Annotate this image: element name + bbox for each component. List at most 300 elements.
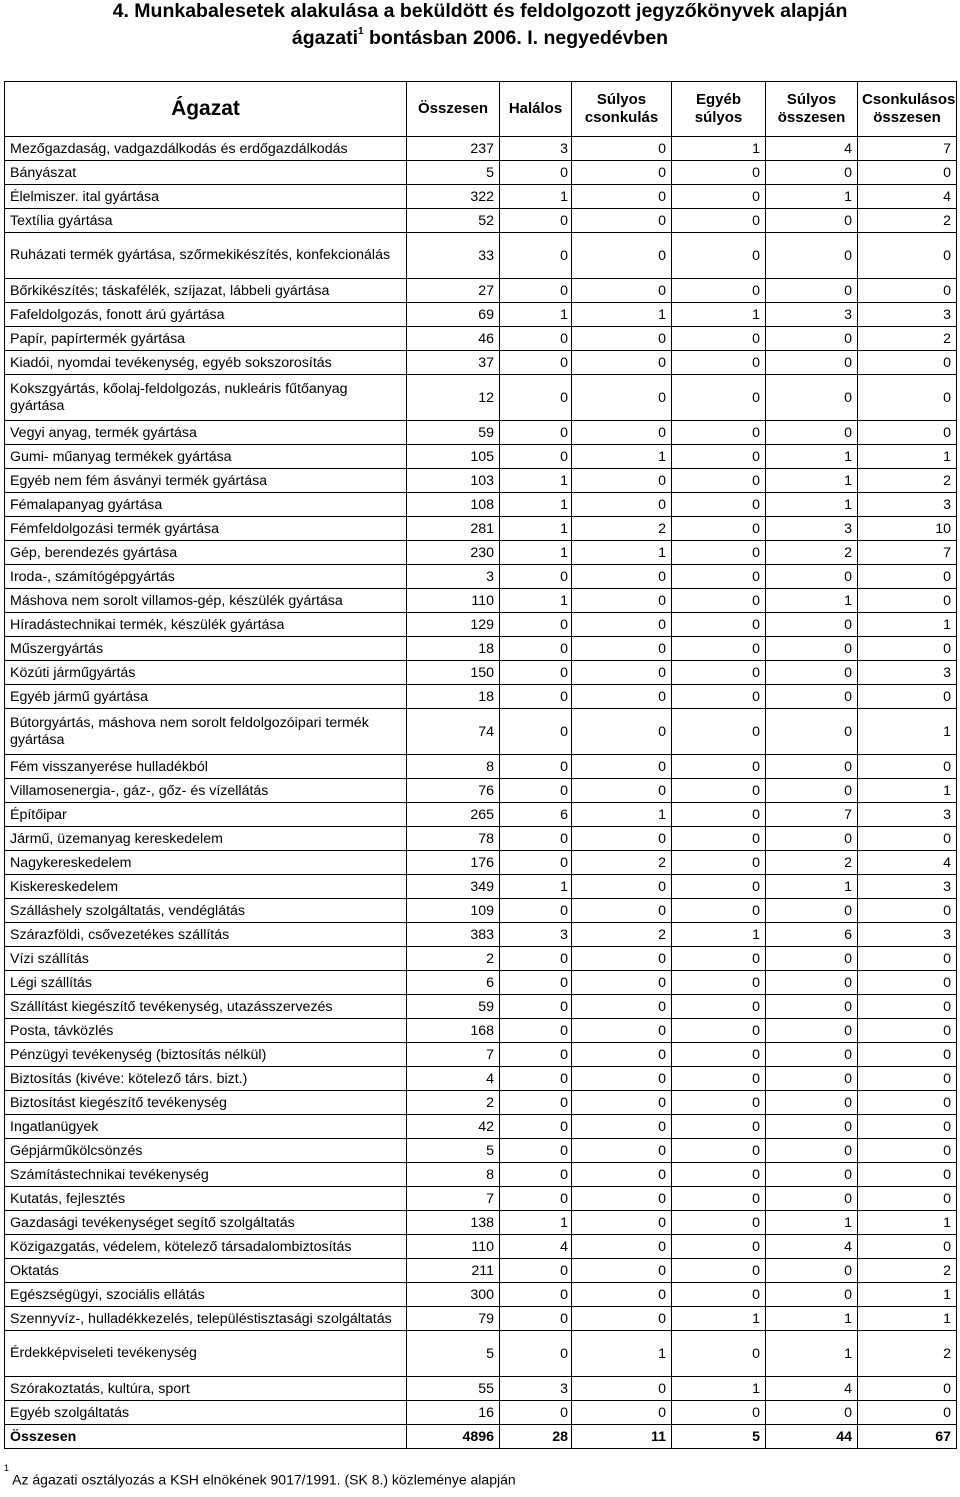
value-cell: 5 — [407, 1139, 500, 1163]
value-cell: 0 — [766, 1139, 858, 1163]
value-cell: 0 — [672, 1139, 766, 1163]
value-cell: 1 — [858, 613, 957, 637]
value-cell: 0 — [672, 1019, 766, 1043]
value-cell: 1 — [572, 445, 672, 469]
footnote-mark: 1 — [4, 1463, 10, 1473]
value-cell: 0 — [572, 899, 672, 923]
value-cell: 0 — [672, 209, 766, 233]
table-row — [5, 685, 957, 709]
value-cell: 237 — [407, 137, 500, 161]
value-cell: 0 — [672, 803, 766, 827]
table-row — [5, 923, 957, 947]
value-cell: 110 — [407, 1235, 500, 1259]
value-cell: 0 — [572, 613, 672, 637]
value-cell: 0 — [572, 209, 672, 233]
value-cell: 0 — [766, 1259, 858, 1283]
value-cell: 1 — [672, 303, 766, 327]
value-cell: 0 — [572, 1163, 672, 1187]
value-cell: 0 — [858, 161, 957, 185]
value-cell: 0 — [672, 875, 766, 899]
value-cell: 0 — [672, 233, 766, 279]
value-cell: 0 — [766, 209, 858, 233]
value-cell: 168 — [407, 1019, 500, 1043]
value-cell: 0 — [858, 899, 957, 923]
value-cell: 0 — [572, 1067, 672, 1091]
value-cell: 0 — [500, 351, 572, 375]
table-row — [5, 1211, 957, 1235]
value-cell: 0 — [672, 899, 766, 923]
value-cell: 3 — [500, 137, 572, 161]
value-cell: 7 — [858, 137, 957, 161]
value-cell: 0 — [766, 351, 858, 375]
value-cell: 0 — [672, 685, 766, 709]
value-cell: 0 — [672, 493, 766, 517]
page-title: 4. Munkabalesetek alakulása a beküldött és feldolgozott jegyzőkönyvek alapján — [112, 0, 848, 22]
value-cell: 10 — [858, 517, 957, 541]
value-cell: 69 — [407, 303, 500, 327]
value-cell: 0 — [672, 1211, 766, 1235]
total-label: Összesen — [5, 1425, 407, 1449]
sector-name: Szárazföldi, csővezetékes szállítás — [5, 923, 407, 947]
value-cell: 0 — [500, 1187, 572, 1211]
sector-name: Ingatlanügyek — [5, 1115, 407, 1139]
value-cell: 0 — [766, 755, 858, 779]
value-cell: 0 — [500, 971, 572, 995]
sector-name: Oktatás — [5, 1259, 407, 1283]
value-cell: 78 — [407, 827, 500, 851]
value-cell: 109 — [407, 899, 500, 923]
value-cell: 0 — [672, 947, 766, 971]
value-cell: 0 — [572, 1019, 672, 1043]
value-cell: 1 — [672, 137, 766, 161]
sector-name: Kokszgyártás, kőolaj-feldolgozás, nukleáris fűtőanyag gyártása — [5, 375, 407, 421]
value-cell: 0 — [766, 1401, 858, 1425]
value-cell: 0 — [672, 1115, 766, 1139]
value-cell: 0 — [672, 755, 766, 779]
header-sulyos-csonkulas: Súlyos csonkulás — [572, 82, 672, 137]
value-cell: 0 — [500, 1043, 572, 1067]
value-cell: 0 — [858, 1115, 957, 1139]
value-cell: 7 — [407, 1187, 500, 1211]
table-row — [5, 303, 957, 327]
sector-name: Kiadói, nyomdai tevékenység, egyéb sokszorosítás — [5, 351, 407, 375]
value-cell: 0 — [858, 233, 957, 279]
sector-name: Érdekképviseleti tevékenység — [5, 1331, 407, 1377]
sector-name: Vízi szállítás — [5, 947, 407, 971]
sector-name: Fém visszanyerése hulladékból — [5, 755, 407, 779]
value-cell: 0 — [672, 185, 766, 209]
value-cell: 0 — [766, 1187, 858, 1211]
value-cell: 1 — [858, 1307, 957, 1331]
value-cell: 0 — [858, 1235, 957, 1259]
sector-name: Építőipar — [5, 803, 407, 827]
value-cell: 1 — [500, 517, 572, 541]
table-row — [5, 971, 957, 995]
value-cell: 0 — [572, 185, 672, 209]
value-cell: 0 — [572, 589, 672, 613]
value-cell: 3 — [858, 493, 957, 517]
sector-name: Egyéb szolgáltatás — [5, 1401, 407, 1425]
value-cell: 0 — [500, 161, 572, 185]
value-cell: 0 — [500, 1307, 572, 1331]
value-cell: 0 — [500, 1091, 572, 1115]
table-row — [5, 1401, 957, 1425]
value-cell: 0 — [672, 161, 766, 185]
value-cell: 0 — [500, 755, 572, 779]
table-row — [5, 661, 957, 685]
sector-name: Légi szállítás — [5, 971, 407, 995]
sector-name: Iroda-, számítógépgyártás — [5, 565, 407, 589]
value-cell: 0 — [572, 233, 672, 279]
table-row — [5, 445, 957, 469]
sector-name: Villamosenergia-, gáz-, gőz- és vízellátás — [5, 779, 407, 803]
value-cell: 0 — [572, 1235, 672, 1259]
value-cell: 0 — [500, 233, 572, 279]
value-cell: 76 — [407, 779, 500, 803]
value-cell: 0 — [858, 685, 957, 709]
value-cell: 0 — [500, 1163, 572, 1187]
value-cell: 1 — [766, 1307, 858, 1331]
value-cell: 0 — [766, 233, 858, 279]
value-cell: 1 — [572, 303, 672, 327]
table-row — [5, 469, 957, 493]
value-cell: 59 — [407, 995, 500, 1019]
value-cell: 1 — [572, 541, 672, 565]
sector-name: Vegyi anyag, termék gyártása — [5, 421, 407, 445]
value-cell: 0 — [766, 327, 858, 351]
value-cell: 103 — [407, 469, 500, 493]
sector-name: Szállítást kiegészítő tevékenység, utazásszervezés — [5, 995, 407, 1019]
header-row — [5, 82, 957, 137]
value-cell: 0 — [766, 1067, 858, 1091]
table-row — [5, 637, 957, 661]
value-cell: 4 — [500, 1235, 572, 1259]
value-cell: 3 — [407, 565, 500, 589]
value-cell: 0 — [572, 685, 672, 709]
value-cell: 0 — [572, 971, 672, 995]
value-cell: 1 — [766, 875, 858, 899]
value-cell: 0 — [858, 589, 957, 613]
value-cell: 0 — [858, 637, 957, 661]
value-cell: 0 — [572, 161, 672, 185]
value-cell: 0 — [572, 875, 672, 899]
value-cell: 0 — [858, 1019, 957, 1043]
value-cell: 1 — [500, 1211, 572, 1235]
table-row — [5, 279, 957, 303]
sector-name: Egyéb jármű gyártása — [5, 685, 407, 709]
value-cell: 383 — [407, 923, 500, 947]
table-row — [5, 1115, 957, 1139]
table-row — [5, 779, 957, 803]
sector-name: Élelmiszer. ital gyártása — [5, 185, 407, 209]
value-cell: 3 — [766, 303, 858, 327]
value-cell: 27 — [407, 279, 500, 303]
sector-name: Egészségügyi, szociális ellátás — [5, 1283, 407, 1307]
value-cell: 0 — [500, 899, 572, 923]
value-cell: 1 — [766, 493, 858, 517]
value-cell: 2 — [572, 517, 672, 541]
value-cell: 2 — [407, 1091, 500, 1115]
value-cell: 1 — [858, 445, 957, 469]
value-cell: 0 — [572, 493, 672, 517]
header-egyeb-sulyos: Egyéb súlyos — [672, 82, 766, 137]
value-cell: 1 — [572, 803, 672, 827]
value-cell: 0 — [500, 637, 572, 661]
value-cell: 0 — [500, 613, 572, 637]
value-cell: 322 — [407, 185, 500, 209]
value-cell: 0 — [766, 613, 858, 637]
sector-name: Egyéb nem fém ásványi termék gyártása — [5, 469, 407, 493]
value-cell: 33 — [407, 233, 500, 279]
value-cell: 6 — [407, 971, 500, 995]
value-cell: 0 — [858, 1377, 957, 1401]
value-cell: 0 — [572, 1283, 672, 1307]
value-cell: 0 — [672, 661, 766, 685]
value-cell: 0 — [766, 947, 858, 971]
sector-name: Máshova nem sorolt villamos-gép, készülék gyártása — [5, 589, 407, 613]
total-value: 4896 — [407, 1425, 500, 1449]
value-cell: 0 — [766, 1043, 858, 1067]
value-cell: 150 — [407, 661, 500, 685]
value-cell: 8 — [407, 755, 500, 779]
table-row — [5, 351, 957, 375]
value-cell: 4 — [766, 1377, 858, 1401]
value-cell: 0 — [500, 279, 572, 303]
value-cell: 0 — [672, 327, 766, 351]
value-cell: 211 — [407, 1259, 500, 1283]
sector-name: Fafeldolgozás, fonott árú gyártása — [5, 303, 407, 327]
table-row — [5, 493, 957, 517]
sector-name: Számítástechnikai tevékenység — [5, 1163, 407, 1187]
value-cell: 349 — [407, 875, 500, 899]
value-cell: 0 — [572, 709, 672, 755]
footnote-text: Az ágazati osztályozás a KSH elnökének 9017/1991. (SK 8.) közleménye alapján — [12, 1471, 516, 1488]
value-cell: 1 — [766, 469, 858, 493]
value-cell: 0 — [500, 1139, 572, 1163]
value-cell: 0 — [672, 1401, 766, 1425]
value-cell: 0 — [500, 661, 572, 685]
value-cell: 4 — [858, 185, 957, 209]
table-row — [5, 899, 957, 923]
value-cell: 0 — [572, 137, 672, 161]
value-cell: 0 — [858, 279, 957, 303]
value-cell: 52 — [407, 209, 500, 233]
value-cell: 7 — [407, 1043, 500, 1067]
value-cell: 0 — [500, 327, 572, 351]
sector-name: Közúti járműgyártás — [5, 661, 407, 685]
value-cell: 3 — [858, 803, 957, 827]
value-cell: 0 — [672, 1331, 766, 1377]
table-row — [5, 827, 957, 851]
table-row — [5, 161, 957, 185]
sector-name: Textília gyártása — [5, 209, 407, 233]
value-cell: 0 — [766, 161, 858, 185]
value-cell: 0 — [500, 445, 572, 469]
table-row — [5, 233, 957, 279]
value-cell: 0 — [672, 779, 766, 803]
value-cell: 0 — [858, 351, 957, 375]
value-cell: 6 — [766, 923, 858, 947]
sector-name: Műszergyártás — [5, 637, 407, 661]
value-cell: 105 — [407, 445, 500, 469]
value-cell: 0 — [766, 1019, 858, 1043]
value-cell: 2 — [766, 851, 858, 875]
value-cell: 0 — [572, 995, 672, 1019]
value-cell: 1 — [766, 1331, 858, 1377]
value-cell: 0 — [500, 1401, 572, 1425]
value-cell: 0 — [766, 971, 858, 995]
value-cell: 1 — [858, 709, 957, 755]
table-row — [5, 803, 957, 827]
value-cell: 0 — [500, 1067, 572, 1091]
value-cell: 0 — [766, 1091, 858, 1115]
sector-name: Biztosítás (kivéve: kötelező társ. bizt.) — [5, 1067, 407, 1091]
sector-name: Bányászat — [5, 161, 407, 185]
value-cell: 0 — [672, 827, 766, 851]
value-cell: 0 — [572, 1043, 672, 1067]
value-cell: 1 — [500, 469, 572, 493]
value-cell: 0 — [766, 1115, 858, 1139]
value-cell: 5 — [407, 161, 500, 185]
value-cell: 0 — [500, 851, 572, 875]
value-cell: 0 — [572, 1401, 672, 1425]
table-body — [5, 137, 957, 1449]
table-row — [5, 1283, 957, 1307]
value-cell: 0 — [500, 709, 572, 755]
value-cell: 0 — [766, 899, 858, 923]
value-cell: 129 — [407, 613, 500, 637]
value-cell: 0 — [672, 565, 766, 589]
value-cell: 1 — [672, 1377, 766, 1401]
sector-name: Ruházati termék gyártása, szőrmekikészítés, konfekcionálás — [5, 233, 407, 279]
value-cell: 0 — [572, 1211, 672, 1235]
table-row — [5, 947, 957, 971]
value-cell: 1 — [766, 185, 858, 209]
value-cell: 1 — [766, 1211, 858, 1235]
value-cell: 0 — [672, 279, 766, 303]
value-cell: 2 — [858, 1259, 957, 1283]
value-cell: 176 — [407, 851, 500, 875]
value-cell: 0 — [858, 1163, 957, 1187]
value-cell: 0 — [858, 947, 957, 971]
total-value: 67 — [858, 1425, 957, 1449]
value-cell: 300 — [407, 1283, 500, 1307]
table-row — [5, 613, 957, 637]
sector-name: Híradástechnikai termék, készülék gyártása — [5, 613, 407, 637]
value-cell: 0 — [572, 469, 672, 493]
value-cell: 16 — [407, 1401, 500, 1425]
value-cell: 0 — [858, 1043, 957, 1067]
total-row — [5, 1425, 957, 1449]
header-agazat: Ágazat — [5, 82, 407, 137]
value-cell: 0 — [572, 279, 672, 303]
value-cell: 0 — [572, 375, 672, 421]
value-cell: 0 — [766, 709, 858, 755]
footnote — [4, 1463, 516, 1488]
value-cell: 0 — [672, 541, 766, 565]
table-row — [5, 1259, 957, 1283]
value-cell: 0 — [672, 445, 766, 469]
table-row — [5, 1139, 957, 1163]
value-cell: 0 — [858, 827, 957, 851]
value-cell: 0 — [672, 1043, 766, 1067]
value-cell: 2 — [858, 209, 957, 233]
value-cell: 3 — [858, 303, 957, 327]
value-cell: 0 — [500, 779, 572, 803]
sector-name: Gazdasági tevékenységet segítő szolgáltatás — [5, 1211, 407, 1235]
value-cell: 12 — [407, 375, 500, 421]
value-cell: 0 — [672, 851, 766, 875]
sector-name: Nagykereskedelem — [5, 851, 407, 875]
table-row — [5, 565, 957, 589]
value-cell: 0 — [766, 995, 858, 1019]
value-cell: 0 — [500, 565, 572, 589]
value-cell: 0 — [858, 375, 957, 421]
value-cell: 5 — [407, 1331, 500, 1377]
value-cell: 4 — [858, 851, 957, 875]
value-cell: 0 — [572, 1115, 672, 1139]
page-subtitle — [0, 27, 960, 49]
value-cell: 7 — [766, 803, 858, 827]
value-cell: 3 — [858, 661, 957, 685]
value-cell: 0 — [500, 209, 572, 233]
sector-name: Gumi- műanyag termékek gyártása — [5, 445, 407, 469]
value-cell: 110 — [407, 589, 500, 613]
value-cell: 0 — [672, 517, 766, 541]
sector-name: Szennyvíz-, hulladékkezelés, településtisztasági szolgáltatás — [5, 1307, 407, 1331]
value-cell: 8 — [407, 1163, 500, 1187]
value-cell: 0 — [672, 1259, 766, 1283]
table-row — [5, 137, 957, 161]
value-cell: 0 — [766, 1283, 858, 1307]
value-cell: 265 — [407, 803, 500, 827]
value-cell: 0 — [572, 1091, 672, 1115]
value-cell: 0 — [500, 375, 572, 421]
header-halalos: Halálos — [500, 82, 572, 137]
value-cell: 0 — [672, 1163, 766, 1187]
value-cell: 18 — [407, 685, 500, 709]
value-cell: 1 — [672, 1307, 766, 1331]
sector-name: Bőrkikészítés; táskafélék, szíjazat, lábbeli gyártása — [5, 279, 407, 303]
value-cell: 2 — [572, 923, 672, 947]
value-cell: 108 — [407, 493, 500, 517]
value-cell: 0 — [858, 1091, 957, 1115]
value-cell: 0 — [672, 469, 766, 493]
total-value: 28 — [500, 1425, 572, 1449]
value-cell: 1 — [858, 1283, 957, 1307]
value-cell: 2 — [572, 851, 672, 875]
value-cell: 0 — [572, 351, 672, 375]
value-cell: 0 — [672, 351, 766, 375]
total-value: 11 — [572, 1425, 672, 1449]
value-cell: 46 — [407, 327, 500, 351]
value-cell: 37 — [407, 351, 500, 375]
total-value: 44 — [766, 1425, 858, 1449]
value-cell: 18 — [407, 637, 500, 661]
value-cell: 0 — [500, 685, 572, 709]
subtitle-pre: ágazati — [291, 27, 358, 49]
value-cell: 0 — [500, 421, 572, 445]
table-row — [5, 1091, 957, 1115]
value-cell: 0 — [858, 755, 957, 779]
value-cell: 0 — [672, 971, 766, 995]
value-cell: 0 — [572, 421, 672, 445]
value-cell: 0 — [572, 755, 672, 779]
value-cell: 0 — [672, 1091, 766, 1115]
value-cell: 0 — [766, 421, 858, 445]
value-cell: 0 — [858, 971, 957, 995]
value-cell: 1 — [500, 541, 572, 565]
